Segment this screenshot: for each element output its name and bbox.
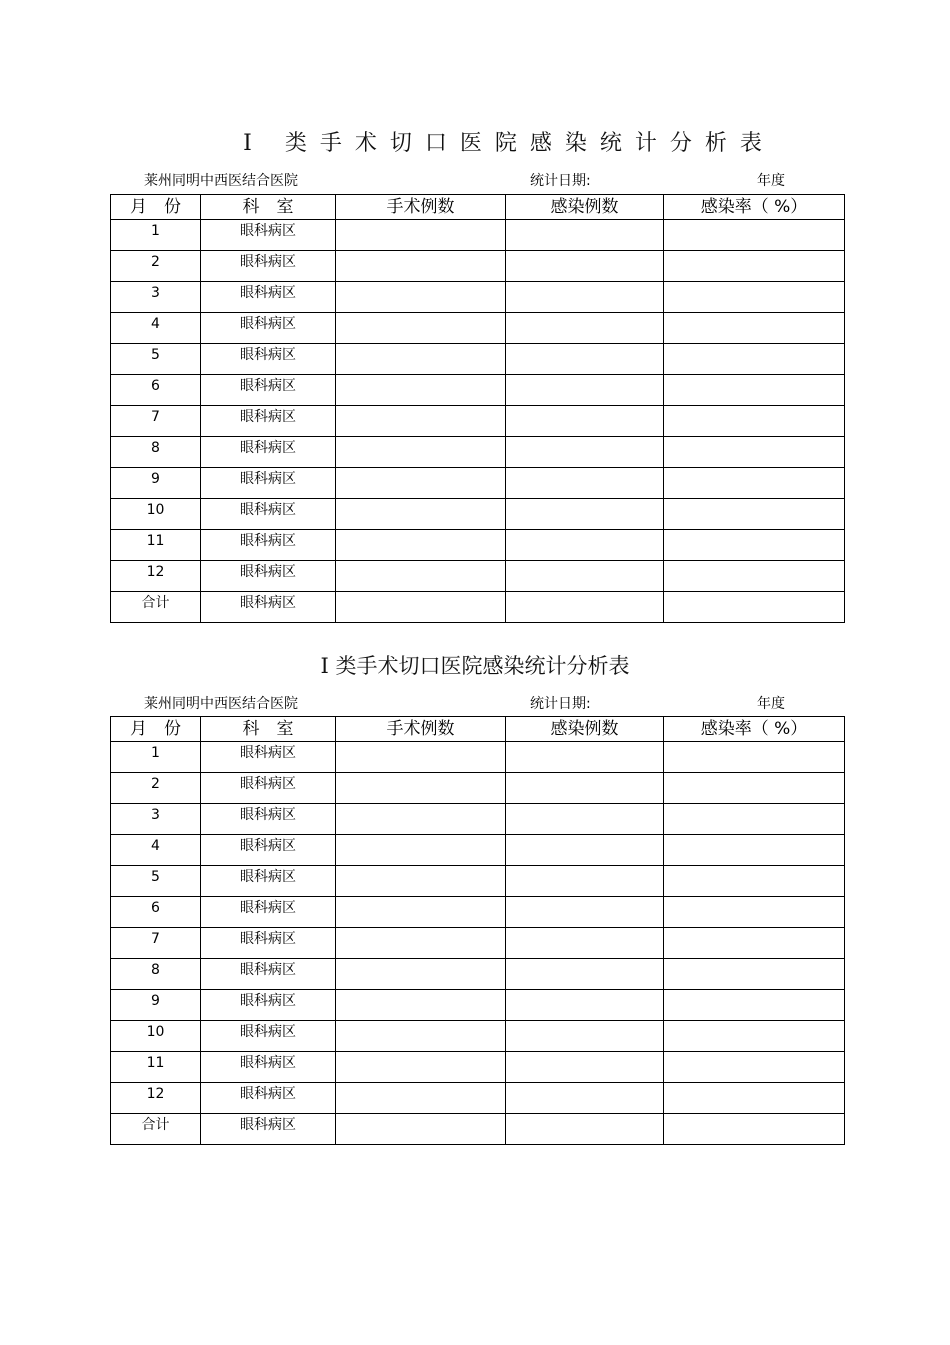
cell-infection-rate[interactable] <box>664 1052 845 1083</box>
table-row <box>111 773 845 804</box>
cell-infection-count[interactable] <box>506 282 664 313</box>
cell-infection-rate[interactable] <box>664 406 845 437</box>
table-row <box>111 530 845 561</box>
cell-surgery-count[interactable] <box>336 313 506 344</box>
header-surgery-count: 手术例数 <box>336 195 506 220</box>
cell-month: 11 <box>111 530 201 561</box>
table-row <box>111 959 845 990</box>
cell-infection-count[interactable] <box>506 468 664 499</box>
cell-department: 眼科病区 <box>201 928 336 959</box>
cell-infection-count[interactable] <box>506 1114 664 1145</box>
table-row <box>111 835 845 866</box>
cell-surgery-count[interactable] <box>336 561 506 592</box>
sheet-2-hospital-name: 莱州同明中西医结合医院 <box>144 696 298 712</box>
table-row <box>111 437 845 468</box>
cell-month: 12 <box>111 561 201 592</box>
cell-surgery-count[interactable] <box>336 220 506 251</box>
cell-department: 眼科病区 <box>201 742 336 773</box>
cell-month: 2 <box>111 773 201 804</box>
sheet-2-year-label: 年度 <box>757 696 785 712</box>
table-row <box>111 804 845 835</box>
cell-infection-count[interactable] <box>506 592 664 623</box>
cell-infection-count[interactable] <box>506 804 664 835</box>
table-row <box>111 499 845 530</box>
cell-surgery-count[interactable] <box>336 1052 506 1083</box>
cell-department: 眼科病区 <box>201 468 336 499</box>
table-row <box>111 1021 845 1052</box>
cell-department: 眼科病区 <box>201 313 336 344</box>
cell-department: 眼科病区 <box>201 1021 336 1052</box>
cell-department: 眼科病区 <box>201 990 336 1021</box>
cell-month: 9 <box>111 468 201 499</box>
cell-department: 眼科病区 <box>201 530 336 561</box>
cell-month: 5 <box>111 866 201 897</box>
cell-infection-count[interactable] <box>506 773 664 804</box>
cell-infection-rate[interactable] <box>664 804 845 835</box>
table-row <box>111 742 845 773</box>
cell-infection-rate[interactable] <box>664 530 845 561</box>
cell-department: 眼科病区 <box>201 561 336 592</box>
cell-infection-count[interactable] <box>506 928 664 959</box>
cell-department: 眼科病区 <box>201 835 336 866</box>
cell-surgery-count[interactable] <box>336 804 506 835</box>
cell-surgery-count[interactable] <box>336 499 506 530</box>
header-month: 月 份 <box>111 195 201 220</box>
cell-infection-count[interactable] <box>506 1021 664 1052</box>
header-month: 月 份 <box>111 717 201 742</box>
table-row <box>111 1083 845 1114</box>
cell-surgery-count[interactable] <box>336 959 506 990</box>
cell-infection-rate[interactable] <box>664 468 845 499</box>
cell-infection-count[interactable] <box>506 220 664 251</box>
cell-infection-rate[interactable] <box>664 437 845 468</box>
cell-infection-count[interactable] <box>506 742 664 773</box>
sheet-2-title: I 类手术切口医院感染统计分析表 <box>320 654 630 678</box>
cell-surgery-count[interactable] <box>336 1021 506 1052</box>
table-row <box>111 928 845 959</box>
table-row <box>111 406 845 437</box>
cell-department: 眼科病区 <box>201 866 336 897</box>
cell-surgery-count[interactable] <box>336 468 506 499</box>
cell-month: 6 <box>111 375 201 406</box>
cell-month: 合计 <box>111 1114 201 1145</box>
cell-infection-rate[interactable] <box>664 1114 845 1145</box>
cell-month: 8 <box>111 959 201 990</box>
cell-surgery-count[interactable] <box>336 251 506 282</box>
cell-surgery-count[interactable] <box>336 990 506 1021</box>
cell-department: 眼科病区 <box>201 437 336 468</box>
cell-month: 6 <box>111 897 201 928</box>
cell-month: 7 <box>111 928 201 959</box>
cell-infection-rate[interactable] <box>664 313 845 344</box>
sheet-1-title: I 类手术切口医院感染统计分析表 <box>243 131 775 156</box>
cell-infection-rate[interactable] <box>664 344 845 375</box>
cell-infection-count[interactable] <box>506 251 664 282</box>
cell-surgery-count[interactable] <box>336 1114 506 1145</box>
cell-infection-count[interactable] <box>506 499 664 530</box>
header-department: 科 室 <box>201 717 336 742</box>
cell-month: 3 <box>111 804 201 835</box>
table-row <box>111 282 845 313</box>
cell-infection-rate[interactable] <box>664 220 845 251</box>
cell-surgery-count[interactable] <box>336 835 506 866</box>
table-row <box>111 468 845 499</box>
cell-infection-count[interactable] <box>506 344 664 375</box>
cell-month: 4 <box>111 313 201 344</box>
table-row <box>111 220 845 251</box>
cell-month: 8 <box>111 437 201 468</box>
header-department: 科 室 <box>201 195 336 220</box>
sheet-2-date-label: 统计日期: <box>530 696 591 712</box>
cell-surgery-count[interactable] <box>336 437 506 468</box>
cell-infection-rate[interactable] <box>664 1021 845 1052</box>
cell-infection-count[interactable] <box>506 1083 664 1114</box>
table-row <box>111 251 845 282</box>
header-infection-count: 感染例数 <box>506 717 664 742</box>
cell-surgery-count[interactable] <box>336 1083 506 1114</box>
cell-infection-rate[interactable] <box>664 375 845 406</box>
cell-department: 眼科病区 <box>201 1083 336 1114</box>
cell-month: 4 <box>111 835 201 866</box>
table-row <box>111 344 845 375</box>
cell-surgery-count[interactable] <box>336 375 506 406</box>
cell-infection-rate[interactable] <box>664 866 845 897</box>
cell-infection-rate[interactable] <box>664 499 845 530</box>
cell-department: 眼科病区 <box>201 897 336 928</box>
sheet-1-hospital-name: 莱州同明中西医结合医院 <box>144 173 298 189</box>
header-infection-rate: 感染率（ %） <box>664 717 845 742</box>
cell-month: 合计 <box>111 592 201 623</box>
cell-infection-count[interactable] <box>506 990 664 1021</box>
cell-infection-rate[interactable] <box>664 742 845 773</box>
sheet-1-table <box>110 194 845 623</box>
cell-infection-count[interactable] <box>506 530 664 561</box>
cell-month: 1 <box>111 220 201 251</box>
cell-department: 眼科病区 <box>201 282 336 313</box>
cell-surgery-count[interactable] <box>336 406 506 437</box>
cell-infection-rate[interactable] <box>664 835 845 866</box>
cell-department: 眼科病区 <box>201 1114 336 1145</box>
cell-department: 眼科病区 <box>201 773 336 804</box>
cell-department: 眼科病区 <box>201 804 336 835</box>
cell-month: 11 <box>111 1052 201 1083</box>
sheet-1-date-label: 统计日期: <box>530 173 591 189</box>
cell-infection-rate[interactable] <box>664 897 845 928</box>
cell-infection-rate[interactable] <box>664 282 845 313</box>
cell-surgery-count[interactable] <box>336 282 506 313</box>
cell-month: 1 <box>111 742 201 773</box>
table-row <box>111 866 845 897</box>
cell-surgery-count[interactable] <box>336 866 506 897</box>
sheet-1-table-body <box>111 195 845 623</box>
table-row <box>111 1114 845 1145</box>
cell-department: 眼科病区 <box>201 375 336 406</box>
cell-infection-count[interactable] <box>506 561 664 592</box>
header-surgery-count: 手术例数 <box>336 717 506 742</box>
cell-month: 10 <box>111 499 201 530</box>
cell-infection-count[interactable] <box>506 866 664 897</box>
cell-infection-rate[interactable] <box>664 251 845 282</box>
cell-infection-rate[interactable] <box>664 592 845 623</box>
cell-month: 3 <box>111 282 201 313</box>
cell-department: 眼科病区 <box>201 406 336 437</box>
cell-department: 眼科病区 <box>201 1052 336 1083</box>
sheet-2-table <box>110 716 845 1145</box>
table-header-row <box>111 195 845 220</box>
cell-infection-rate[interactable] <box>664 959 845 990</box>
cell-infection-count[interactable] <box>506 959 664 990</box>
cell-surgery-count[interactable] <box>336 344 506 375</box>
cell-surgery-count[interactable] <box>336 928 506 959</box>
table-header-row <box>111 717 845 742</box>
cell-department: 眼科病区 <box>201 251 336 282</box>
cell-infection-count[interactable] <box>506 897 664 928</box>
cell-surgery-count[interactable] <box>336 897 506 928</box>
cell-month: 10 <box>111 1021 201 1052</box>
cell-infection-rate[interactable] <box>664 773 845 804</box>
sheet-1-year-label: 年度 <box>757 173 785 189</box>
sheet-2-table-body <box>111 717 845 1145</box>
cell-month: 9 <box>111 990 201 1021</box>
cell-infection-count[interactable] <box>506 835 664 866</box>
table-row <box>111 990 845 1021</box>
table-row <box>111 375 845 406</box>
cell-department: 眼科病区 <box>201 592 336 623</box>
cell-surgery-count[interactable] <box>336 773 506 804</box>
cell-month: 2 <box>111 251 201 282</box>
cell-month: 5 <box>111 344 201 375</box>
cell-surgery-count[interactable] <box>336 592 506 623</box>
header-infection-rate: 感染率（ %） <box>664 195 845 220</box>
table-row <box>111 592 845 623</box>
cell-infection-count[interactable] <box>506 375 664 406</box>
cell-infection-count[interactable] <box>506 406 664 437</box>
table-row <box>111 897 845 928</box>
cell-infection-rate[interactable] <box>664 990 845 1021</box>
cell-department: 眼科病区 <box>201 959 336 990</box>
cell-surgery-count[interactable] <box>336 530 506 561</box>
cell-department: 眼科病区 <box>201 499 336 530</box>
cell-month: 7 <box>111 406 201 437</box>
cell-month: 12 <box>111 1083 201 1114</box>
cell-infection-count[interactable] <box>506 313 664 344</box>
cell-infection-count[interactable] <box>506 437 664 468</box>
cell-infection-rate[interactable] <box>664 928 845 959</box>
cell-department: 眼科病区 <box>201 220 336 251</box>
cell-infection-count[interactable] <box>506 1052 664 1083</box>
cell-infection-rate[interactable] <box>664 1083 845 1114</box>
table-row <box>111 1052 845 1083</box>
cell-department: 眼科病区 <box>201 344 336 375</box>
cell-surgery-count[interactable] <box>336 742 506 773</box>
table-row <box>111 561 845 592</box>
header-infection-count: 感染例数 <box>506 195 664 220</box>
table-row <box>111 313 845 344</box>
cell-infection-rate[interactable] <box>664 561 845 592</box>
